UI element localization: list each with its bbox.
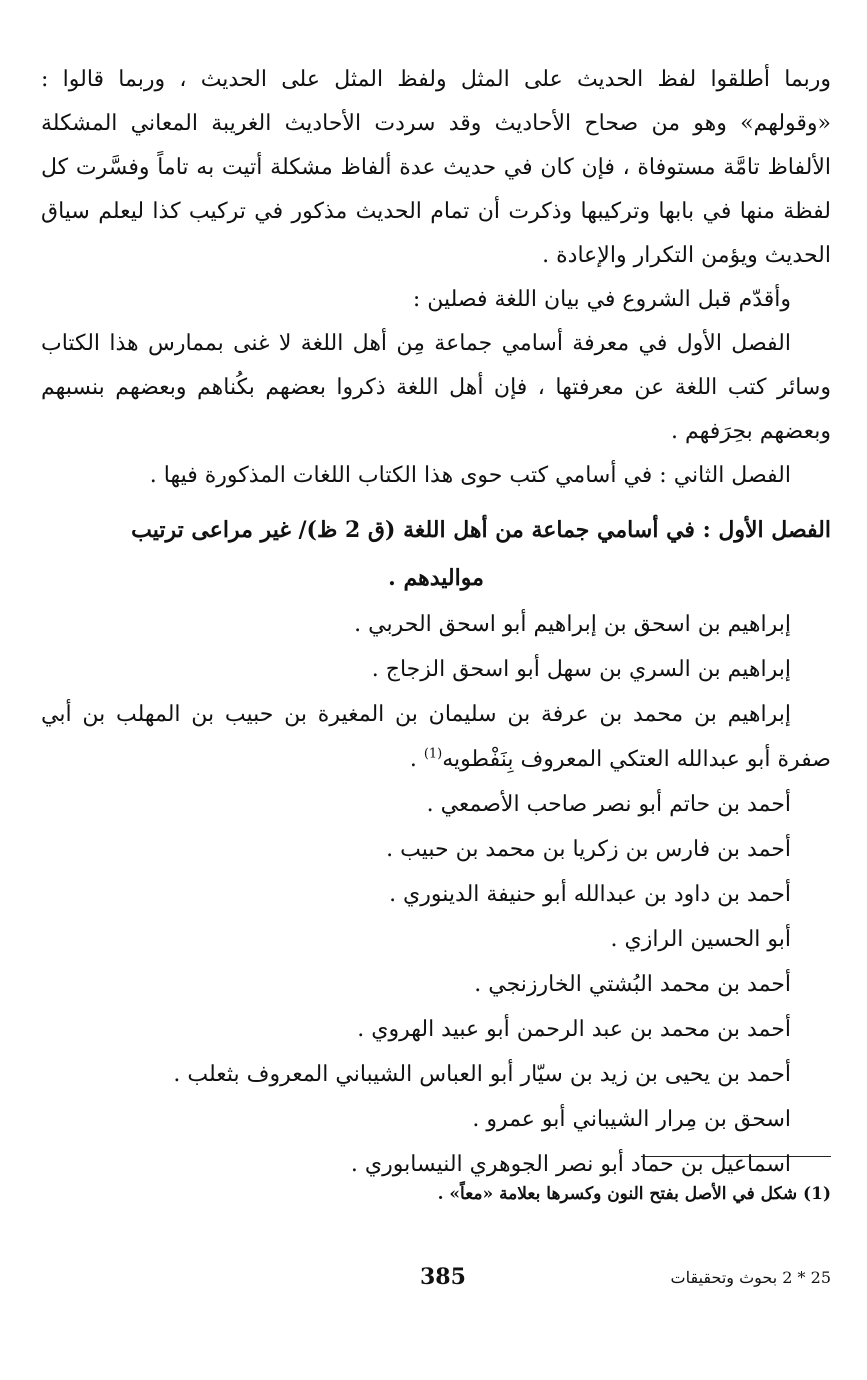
list-item: اسماعيل بن حماد أبو نصر الجوهري النيسابوري . <box>350 1152 791 1177</box>
footnote: (1) شكل في الأصل بفتح النون وكسرها بعلامة «معاً» . <box>437 1184 831 1204</box>
list-item: إبراهيم بن السري بن سهل أبو اسحق الزجاج . <box>371 657 791 682</box>
footnote-marker: (1) <box>423 746 443 762</box>
list-item: إبراهيم بن اسحق بن إبراهيم أبو اسحق الحربي . <box>354 612 791 637</box>
section-heading-main: الفصل الأول : في أسامي جماعة من أهل اللغة (ق 2 ظ)/ غير مراعى ترتيب <box>131 517 831 543</box>
intro-paragraph: الفصل الأول في معرفة أسامي جماعة مِن أهل اللغة لا غنى بممارس هذا الكتاب وسائر كتب اللغة عن معرفتها ، فإن أهل اللغة ذكروا بعضهم بكُناهم وبعضهم بنسبهم وبعضهم بحِرَفهم . <box>41 331 831 444</box>
names-list <box>41 602 831 1187</box>
page-footer <box>0 1264 867 1304</box>
footnote-divider <box>641 1156 831 1157</box>
list-item: أحمد بن محمد البُشتي الخارزنجي . <box>474 972 791 997</box>
section-heading-tail: مواليدهم . <box>388 565 484 591</box>
list-item: أحمد بن حاتم أبو نصر صاحب الأصمعي . <box>426 792 791 817</box>
intro-paragraph: الفصل الثاني : في أسامي كتب حوى هذا الكتاب اللغات المذكورة فيها . <box>149 463 791 488</box>
list-item: أحمد بن يحيى بن زيد بن سيّار أبو العباس الشيباني المعروف بثعلب . <box>173 1062 791 1087</box>
list-item: أحمد بن داود بن عبدالله أبو حنيفة الدينوري . <box>389 882 791 907</box>
list-item: أبو الحسين الرازي . <box>610 927 791 952</box>
main-text <box>41 58 831 1187</box>
list-item: اسحق بن مِرار الشيباني أبو عمرو . <box>472 1107 791 1132</box>
intro-paragraph: وأقدّم قبل الشروع في بيان اللغة فصلين : <box>412 287 791 312</box>
list-item-tail: . <box>409 747 424 772</box>
section-heading <box>41 506 831 602</box>
series-label: 25 * 2 بحوث وتحقيقات <box>670 1268 831 1287</box>
intro-paragraph: وربما أطلقوا لفظ الحديث على المثل ولفظ المثل على الحديث ، وربما قالوا : «وقولهم» وهو من صحاح الأحاديث وقد سردت الأحاديث الغريبة المعاني المشكلة الألفاظ تامَّة مستوفاة ، فإن كان في حديث عدة ألفاظ مشكلة أتيت به تاماً وفسَّرت كل لفظة منها في بابها وتركيبها وذكرت أن تمام الحديث مذكور في تركيب كذا ليعلم سياق الحديث ويؤمن التكرار والإعادة . <box>41 67 831 268</box>
list-item: أحمد بن محمد بن عبد الرحمن أبو عبيد الهروي . <box>357 1017 791 1042</box>
list-item: أحمد بن فارس بن زكريا بن محمد بن حبيب . <box>386 837 791 862</box>
list-item <box>41 692 831 782</box>
list-item-text: إبراهيم بن محمد بن عرفة بن سليمان بن المغيرة بن حبيب بن المهلب بن أبي صفرة أبو عبدالله العتكي المعروف بِنَفْطويه <box>41 702 831 772</box>
page-number: 385 <box>420 1264 466 1290</box>
